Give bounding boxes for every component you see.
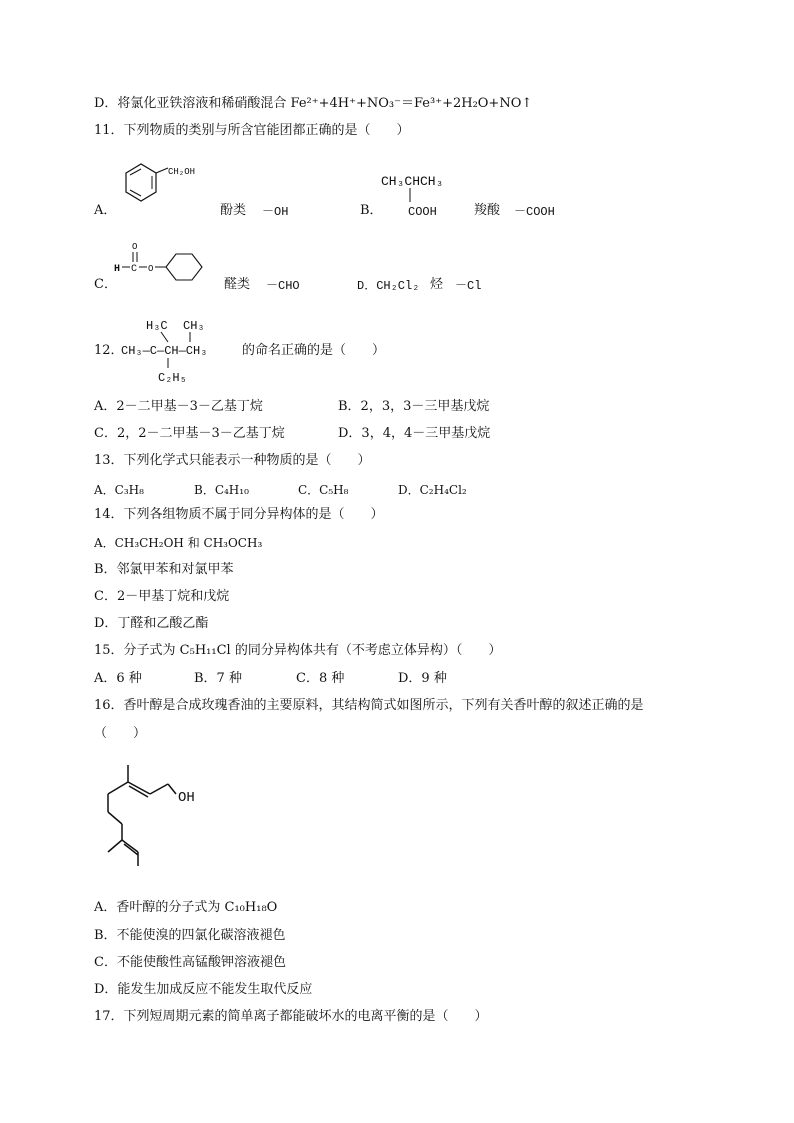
q14-option-c: C．2－甲基丁烷和戊烷	[94, 589, 230, 604]
q16-option-d: D．能发生加成反应不能发生取代反应	[94, 982, 313, 997]
q12-option-a: A．2－二甲基－3－乙基丁烷	[94, 399, 263, 414]
q13-stem: 13．下列化学式只能表示一种物质的是（ ）	[94, 453, 371, 468]
q12-top-left: H₃C	[146, 319, 168, 333]
q16-option-a: A．香叶醇的分子式为 C₁₀H₁₈O	[94, 900, 278, 915]
q13-option-d: D．C₂H₄Cl₂	[398, 483, 467, 497]
q12-option-b: B．2，3，3－三甲基戊烷	[338, 399, 490, 414]
q11-c-group: －CHO	[266, 279, 300, 293]
q13-option-a: A．C₃H₈	[94, 483, 144, 497]
q11-b-top: CH₃CHCH₃	[381, 174, 444, 189]
q11-b-bond	[408, 188, 412, 204]
q11-c-class: 醛类	[224, 277, 251, 292]
q14-option-a: A．CH₃CH₂OH 和 CH₃OCH₃	[94, 536, 263, 550]
q12-option-d: D．3，4，4－三甲基戊烷	[338, 426, 491, 441]
q11-a-class: 酚类	[220, 203, 247, 218]
c-c-label: C	[131, 264, 138, 275]
q11-b-group: －COOH	[514, 205, 555, 219]
q12-bottom: C₂H₅	[158, 371, 187, 385]
q14-option-d: D．丁醛和乙酸乙酯	[94, 616, 209, 631]
q16-option-b: B．不能使溴的四氯化碳溶液褪色	[94, 928, 286, 943]
q12-option-c: C．2，2－二甲基－3－乙基丁烷	[94, 426, 285, 441]
c-o-label: O	[148, 264, 154, 274]
oh-label: OH	[178, 790, 195, 806]
benzyl-alcohol-structure	[116, 160, 206, 216]
q11-d-class: 烃	[430, 277, 444, 292]
q11-a-group: －OH	[262, 205, 289, 219]
q16-stem: 16．香叶醇是合成玫瑰香油的主要原料，其结构简式如图所示，下列有关香叶醇的叙述正确的是	[94, 698, 644, 713]
geraniol-structure	[98, 760, 218, 870]
q12-number: 12．	[94, 343, 124, 358]
q11-option-c-label: C．	[94, 277, 117, 292]
q11-d-group: －Cl	[455, 279, 482, 293]
q14-stem: 14．下列各组物质不属于同分异构体的是（ ）	[94, 507, 384, 522]
q11-stem: 11．下列物质的类别与所含官能团都正确的是（ ）	[94, 123, 410, 138]
q15-option-d: D．9 种	[398, 671, 447, 686]
q11-option-d-label: D．CH₂Cl₂	[357, 279, 420, 293]
q12-stem-suffix: 的命名正确的是（ ）	[242, 343, 386, 358]
q15-option-b: B．7 种	[194, 671, 242, 686]
q11-option-b-label: B．	[360, 203, 383, 218]
q12-top-right: CH₃	[183, 319, 205, 333]
q15-stem: 15．分子式为 C₅H₁₁Cl 的同分异构体共有（不考虑立体异构）（ ）	[94, 643, 502, 658]
ch2oh-label: CH₂OH	[168, 167, 196, 177]
q13-option-b: B．C₄H₁₀	[194, 483, 249, 497]
carbonyl-o: O	[132, 242, 138, 252]
q15-option-a: A．6 种	[94, 671, 142, 686]
q16-option-c: C．不能使酸性高锰酸钾溶液褪色	[94, 955, 286, 970]
q11-b-bottom: COOH	[408, 205, 437, 219]
q11-b-class: 羧酸	[474, 203, 501, 218]
q14-option-b: B．邻氯甲苯和对氯甲苯	[94, 562, 234, 577]
c-h-label: H	[114, 264, 121, 275]
q12-main-chain: CH₃—C—CH—CH₃	[121, 344, 208, 358]
q15-option-c: C．8 种	[296, 671, 345, 686]
q10-option-d: D．将氯化亚铁溶液和稀硝酸混合 Fe²⁺+4H⁺+NO₃⁻＝Fe³⁺+2H₂O+NO↑	[94, 96, 533, 111]
q13-option-c: C．C₅H₈	[298, 483, 349, 497]
q11-option-a-label: A．	[94, 203, 117, 218]
phenyl-formate-structure	[112, 240, 222, 290]
q16-paren: （ ）	[94, 726, 147, 741]
q17-stem: 17．下列短周期元素的简单离子都能破坏水的电离平衡的是（ ）	[94, 1009, 488, 1024]
